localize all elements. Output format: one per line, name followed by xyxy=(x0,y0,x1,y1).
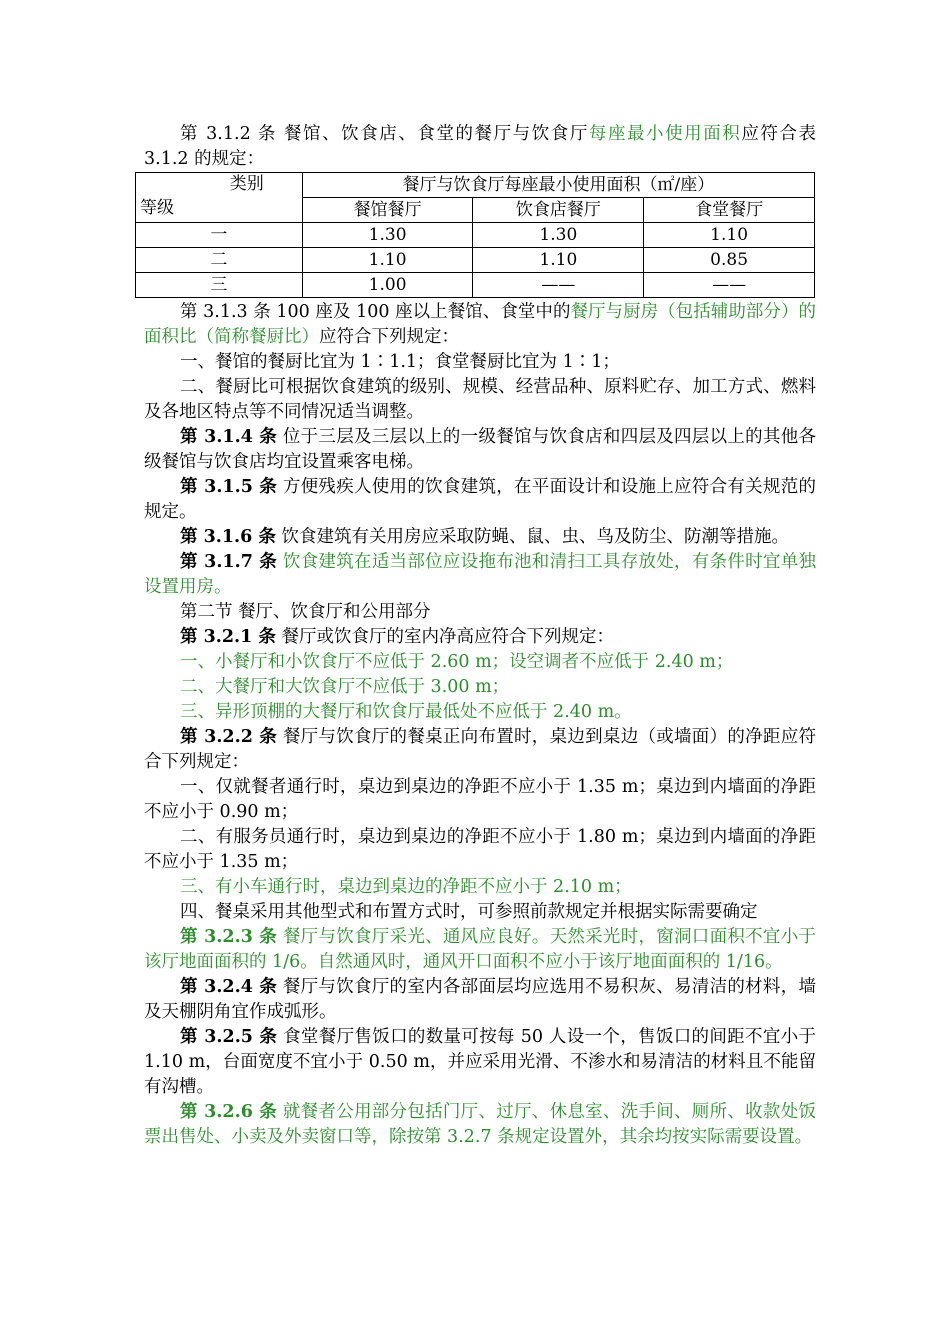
clause-text: 餐厅与饮食厅采光、通风应良好。天然采光时，窗洞口面积不宜小于该厅地面面积的 1/6。自然通风时，通风开口面积不应小于该厅地面面积的 1/16。 xyxy=(144,927,816,972)
value-cell: 1.10 xyxy=(644,223,815,248)
clause-3-2-1 xyxy=(144,625,816,650)
column-header: 饮食店餐厅 xyxy=(473,198,644,223)
clause-text: 就餐者公用部分包括门厅、过厅、休息室、洗手间、厕所、收款处饭票出售处、小卖及外卖窗口等，除按第 3.2.7 条规定设置外，其余均按实际需要设置。 xyxy=(144,1102,816,1147)
value-cell: 1.10 xyxy=(473,248,644,273)
section-heading: 第二节 餐厅、饮食厅和公用部分 xyxy=(180,602,431,622)
value-cell: —— xyxy=(644,273,815,298)
grade-cell: 一 xyxy=(136,223,303,248)
value-cell: —— xyxy=(473,273,644,298)
clause-text: 第 3.1.3 条 100 座及 100 座以上餐馆、食堂中的 xyxy=(180,302,571,322)
clause-3-2-3 xyxy=(144,925,816,975)
clause-text: 应符合表 3.1.2 的规定： xyxy=(144,124,817,169)
clause-3-1-6 xyxy=(144,525,816,550)
clause-text: 饮食建筑有关用房应采取防蝇、鼠、虫、鸟及防尘、防潮等措施。 xyxy=(281,527,789,547)
clause-text: 位于三层及三层以上的一级餐馆与饮食店和四层及四层以上的其他各级餐馆与饮食店均宜设置乘客电梯。 xyxy=(144,427,816,472)
clause-text: 餐厅与饮食厅的室内各部面层均应选用不易积灰、易清洁的材料，墙及天棚阴角宜作成弧形。 xyxy=(144,977,816,1022)
clause-3-1-5 xyxy=(144,475,816,525)
clause-number: 第 3.2.6 条 xyxy=(180,1102,278,1122)
grade-cell: 三 xyxy=(136,273,303,298)
clause-number: 第 3.1.5 条 xyxy=(180,477,278,497)
clause-number: 第 3.2.2 条 xyxy=(180,727,278,747)
clause-text: 方便残疾人使用的饮食建筑，在平面设计和设施上应符合有关规范的规定。 xyxy=(144,477,816,522)
clause-item: 二、大餐厅和大饮食厅不应低于 3.00 m； xyxy=(180,677,510,697)
clause-3-1-7 xyxy=(144,550,816,600)
clause-item: 一、餐馆的餐厨比宜为 1∶1.1；食堂餐厨比宜为 1∶1； xyxy=(180,352,620,372)
grade-cell: 二 xyxy=(136,248,303,273)
clause-3-2-5 xyxy=(144,1025,816,1100)
clause-item: 二、有服务员通行时，桌边到桌边的净距不应小于 1.80 m；桌边到内墙面的净距不应小于 1.35 m； xyxy=(144,827,816,872)
clause-text: 第 3.1.2 条 餐馆、饮食店、食堂的餐厅与饮食厅 xyxy=(180,124,589,144)
clause-text: 餐厅或饮食厅的室内净高应符合下列规定： xyxy=(281,627,614,647)
value-cell: 1.00 xyxy=(302,273,473,298)
clause-number: 第 3.2.1 条 xyxy=(180,627,276,647)
value-cell: 1.30 xyxy=(302,223,473,248)
table-corner-cell xyxy=(136,173,303,223)
clause-3-1-3 xyxy=(144,300,816,350)
clause-number: 第 3.1.7 条 xyxy=(180,552,278,572)
clause-3-2-6 xyxy=(144,1100,816,1150)
clause-item: 三、异形顶棚的大餐厅和饮食厅最低处不应低于 2.40 m。 xyxy=(180,702,632,722)
clause-text: 应符合下列规定： xyxy=(319,327,459,347)
value-cell: 1.10 xyxy=(302,248,473,273)
clause-number: 第 3.2.5 条 xyxy=(180,1027,278,1047)
document-page xyxy=(140,122,817,1150)
column-header: 食堂餐厅 xyxy=(644,198,815,223)
clause-item: 一、仅就餐者通行时，桌边到桌边的净距不应小于 1.35 m；桌边到内墙面的净距不应小于 0.90 m； xyxy=(144,777,816,822)
table-row xyxy=(136,223,815,248)
clause-number: 第 3.2.3 条 xyxy=(180,927,278,947)
clause-text: 饮食建筑在适当部位应设拖布池和清扫工具存放处，有条件时宜单独设置用房。 xyxy=(144,552,816,597)
table-row xyxy=(136,273,815,298)
column-header: 餐馆餐厅 xyxy=(302,198,473,223)
area-table xyxy=(135,172,815,298)
value-cell: 0.85 xyxy=(644,248,815,273)
highlight-text: 每座最小使用面积 xyxy=(588,124,742,144)
clause-text: 餐厅与饮食厅的餐桌正向布置时，桌边到桌边（或墙面）的净距应符合下列规定： xyxy=(144,727,816,772)
clause-number: 第 3.1.4 条 xyxy=(180,427,278,447)
clause-3-1-4 xyxy=(144,425,816,475)
clause-number: 第 3.2.4 条 xyxy=(180,977,278,997)
value-cell: 1.30 xyxy=(473,223,644,248)
corner-label-category: 类别 xyxy=(229,174,264,194)
clause-3-2-4 xyxy=(144,975,816,1025)
table-group-header: 餐厅与饮食厅每座最小使用面积（㎡/座） xyxy=(302,173,814,198)
clause-item: 三、有小车通行时，桌边到桌边的净距不应小于 2.10 m； xyxy=(180,877,632,897)
clause-item: 四、餐桌采用其他型式和布置方式时，可参照前款规定并根据实际需要确定 xyxy=(180,902,758,922)
clause-item: 一、小餐厅和小饮食厅不应低于 2.60 m；设空调者不应低于 2.40 m； xyxy=(180,652,734,672)
clause-text: 食堂餐厅售饭口的数量可按每 50 人设一个，售饭口的间距不宜小于 1.10 m，台面宽度不宜小于 0.50 m，并应采用光滑、不渗水和易清洁的材料且不能留有沟槽。 xyxy=(144,1027,816,1097)
clause-3-1-2 xyxy=(144,122,816,172)
highlight-text: 餐厅与厨房（包括辅助部分）的面积比（简称餐厨比） xyxy=(144,302,816,347)
corner-label-grade: 等级 xyxy=(140,198,174,218)
clause-item: 二、餐厨比可根据饮食建筑的级别、规模、经营品种、原料贮存、加工方式、燃料及各地区特点等不同情况适当调整。 xyxy=(144,377,816,422)
clause-number: 第 3.1.6 条 xyxy=(180,527,276,547)
table-row xyxy=(136,248,815,273)
clause-3-2-2 xyxy=(144,725,816,775)
